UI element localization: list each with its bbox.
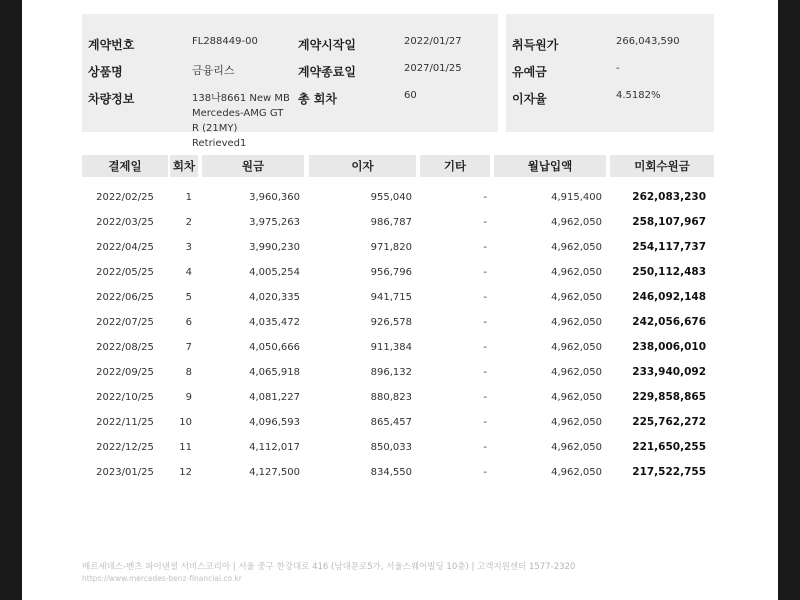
table-row: [22, 285, 778, 310]
total-installments-label: 총 회차: [298, 92, 337, 106]
remaining-principal-cell: 233,940,092: [632, 366, 706, 378]
total-installments-value: 60: [404, 90, 417, 101]
interest-rate-label: 이자율: [512, 92, 547, 106]
col-header-monthly-payment: 월납입액: [494, 155, 606, 177]
interest-cell: 955,040: [370, 192, 412, 203]
remaining-principal-cell: 254,117,737: [632, 241, 706, 253]
other-cell: -: [483, 467, 487, 478]
contract-number-value: FL288449-00: [192, 36, 258, 47]
monthly-payment-cell: 4,962,050: [551, 367, 602, 378]
other-cell: -: [483, 392, 487, 403]
interest-cell: 971,820: [370, 242, 412, 253]
payment-date-cell: 2022/04/25: [96, 242, 154, 253]
deferred-amount-label: 유예금: [512, 65, 547, 79]
vehicle-info-value: 138나8661 New MB Mercedes-AMG GT R (21MY) Retrieved1: [192, 93, 290, 149]
acquisition-cost-label: 취득원가: [512, 38, 559, 52]
other-cell: -: [483, 342, 487, 353]
principal-cell: 4,035,472: [249, 317, 300, 328]
monthly-payment-cell: 4,962,050: [551, 267, 602, 278]
payment-date-cell: 2022/08/25: [96, 342, 154, 353]
contract-info-column-2: [292, 14, 498, 132]
installment-cell: 2: [185, 217, 192, 228]
installment-cell: 9: [185, 392, 192, 403]
other-cell: -: [483, 417, 487, 428]
contract-info-column-3: [506, 14, 714, 132]
other-cell: -: [483, 442, 487, 453]
remaining-principal-cell: 217,522,755: [632, 466, 706, 478]
table-row: [22, 260, 778, 285]
interest-cell: 850,033: [370, 442, 412, 453]
remaining-principal-cell: 238,006,010: [632, 341, 706, 353]
remaining-principal-cell: 229,858,865: [632, 391, 706, 403]
installment-cell: 8: [185, 367, 192, 378]
monthly-payment-cell: 4,962,050: [551, 417, 602, 428]
col-header-payment-date: 결제일: [82, 155, 168, 177]
other-cell: -: [483, 217, 487, 228]
payment-date-cell: 2022/03/25: [96, 217, 154, 228]
other-cell: -: [483, 367, 487, 378]
installment-cell: 1: [185, 192, 192, 203]
monthly-payment-cell: 4,962,050: [551, 242, 602, 253]
product-name-value: 금융리스: [192, 64, 235, 77]
principal-cell: 4,005,254: [249, 267, 300, 278]
payment-date-cell: 2023/01/25: [96, 467, 154, 478]
product-name-label: 상품명: [88, 65, 123, 79]
deferred-amount-value: -: [616, 63, 620, 74]
table-row: [22, 360, 778, 385]
vehicle-info-label: 차량정보: [88, 92, 135, 106]
footer-website: https://www.mercedes-benz-financial.co.kr: [82, 574, 242, 583]
table-row: [22, 410, 778, 435]
interest-cell: 986,787: [370, 217, 412, 228]
monthly-payment-cell: 4,962,050: [551, 292, 602, 303]
payment-date-cell: 2022/07/25: [96, 317, 154, 328]
other-cell: -: [483, 192, 487, 203]
interest-cell: 880,823: [370, 392, 412, 403]
monthly-payment-cell: 4,962,050: [551, 442, 602, 453]
installment-cell: 4: [185, 267, 192, 278]
interest-cell: 834,550: [370, 467, 412, 478]
monthly-payment-cell: 4,962,050: [551, 317, 602, 328]
monthly-payment-cell: 4,962,050: [551, 342, 602, 353]
remaining-principal-cell: 262,083,230: [632, 191, 706, 203]
interest-cell: 926,578: [370, 317, 412, 328]
principal-cell: 4,081,227: [249, 392, 300, 403]
monthly-payment-cell: 4,962,050: [551, 217, 602, 228]
col-header-remaining-principal: 미회수원금: [610, 155, 714, 177]
payment-date-cell: 2022/06/25: [96, 292, 154, 303]
payment-date-cell: 2022/09/25: [96, 367, 154, 378]
monthly-payment-cell: 4,915,400: [551, 192, 602, 203]
table-row: [22, 210, 778, 235]
interest-cell: 896,132: [370, 367, 412, 378]
installment-cell: 11: [179, 442, 192, 453]
payment-date-cell: 2022/05/25: [96, 267, 154, 278]
contract-end-value: 2027/01/25: [404, 63, 462, 74]
payment-date-cell: 2022/10/25: [96, 392, 154, 403]
contract-start-value: 2022/01/27: [404, 36, 462, 47]
table-row: [22, 185, 778, 210]
other-cell: -: [483, 267, 487, 278]
installment-cell: 3: [185, 242, 192, 253]
monthly-payment-cell: 4,962,050: [551, 392, 602, 403]
principal-cell: 4,112,017: [249, 442, 300, 453]
interest-cell: 865,457: [370, 417, 412, 428]
principal-cell: 3,960,360: [249, 192, 300, 203]
contract-info-column-1: [82, 14, 308, 149]
remaining-principal-cell: 258,107,967: [632, 216, 706, 228]
interest-rate-value: 4.5182%: [616, 90, 661, 101]
other-cell: -: [483, 242, 487, 253]
principal-cell: 4,065,918: [249, 367, 300, 378]
payment-date-cell: 2022/11/25: [96, 417, 154, 428]
installment-cell: 6: [185, 317, 192, 328]
col-header-other: 기타: [420, 155, 490, 177]
principal-cell: 4,127,500: [249, 467, 300, 478]
contract-number-label: 계약번호: [88, 38, 135, 52]
col-header-interest: 이자: [309, 155, 416, 177]
acquisition-cost-value: 266,043,590: [616, 36, 680, 47]
interest-cell: 941,715: [370, 292, 412, 303]
other-cell: -: [483, 292, 487, 303]
footer-company-info: 메르세데스-벤츠 파이낸셜 서비스코리아 | 서울 중구 한강대로 416 (남대문로5가, 서울스퀘어빌딩 10층) | 고객지원센터 1577-2320: [82, 562, 576, 572]
remaining-principal-cell: 225,762,272: [632, 416, 706, 428]
payment-date-cell: 2022/12/25: [96, 442, 154, 453]
installment-cell: 12: [179, 467, 192, 478]
remaining-principal-cell: 246,092,148: [632, 291, 706, 303]
statement-page: [22, 0, 778, 600]
table-row: [22, 385, 778, 410]
table-row: [22, 335, 778, 360]
monthly-payment-cell: 4,962,050: [551, 467, 602, 478]
table-row: [22, 235, 778, 260]
remaining-principal-cell: 242,056,676: [632, 316, 706, 328]
table-row: [22, 435, 778, 460]
payment-date-cell: 2022/02/25: [96, 192, 154, 203]
principal-cell: 4,096,593: [249, 417, 300, 428]
installment-cell: 7: [185, 342, 192, 353]
col-header-installment: 회차: [170, 155, 198, 177]
contract-end-label: 계약종료일: [298, 65, 356, 79]
table-row: [22, 310, 778, 335]
principal-cell: 3,990,230: [249, 242, 300, 253]
interest-cell: 911,384: [370, 342, 412, 353]
installment-cell: 10: [179, 417, 192, 428]
table-row: [22, 460, 778, 485]
interest-cell: 956,796: [370, 267, 412, 278]
col-header-principal: 원금: [202, 155, 304, 177]
remaining-principal-cell: 250,112,483: [632, 266, 706, 278]
principal-cell: 4,020,335: [249, 292, 300, 303]
remaining-principal-cell: 221,650,255: [632, 441, 706, 453]
contract-start-label: 계약시작일: [298, 38, 356, 52]
principal-cell: 3,975,263: [249, 217, 300, 228]
principal-cell: 4,050,666: [249, 342, 300, 353]
other-cell: -: [483, 317, 487, 328]
installment-cell: 5: [185, 292, 192, 303]
